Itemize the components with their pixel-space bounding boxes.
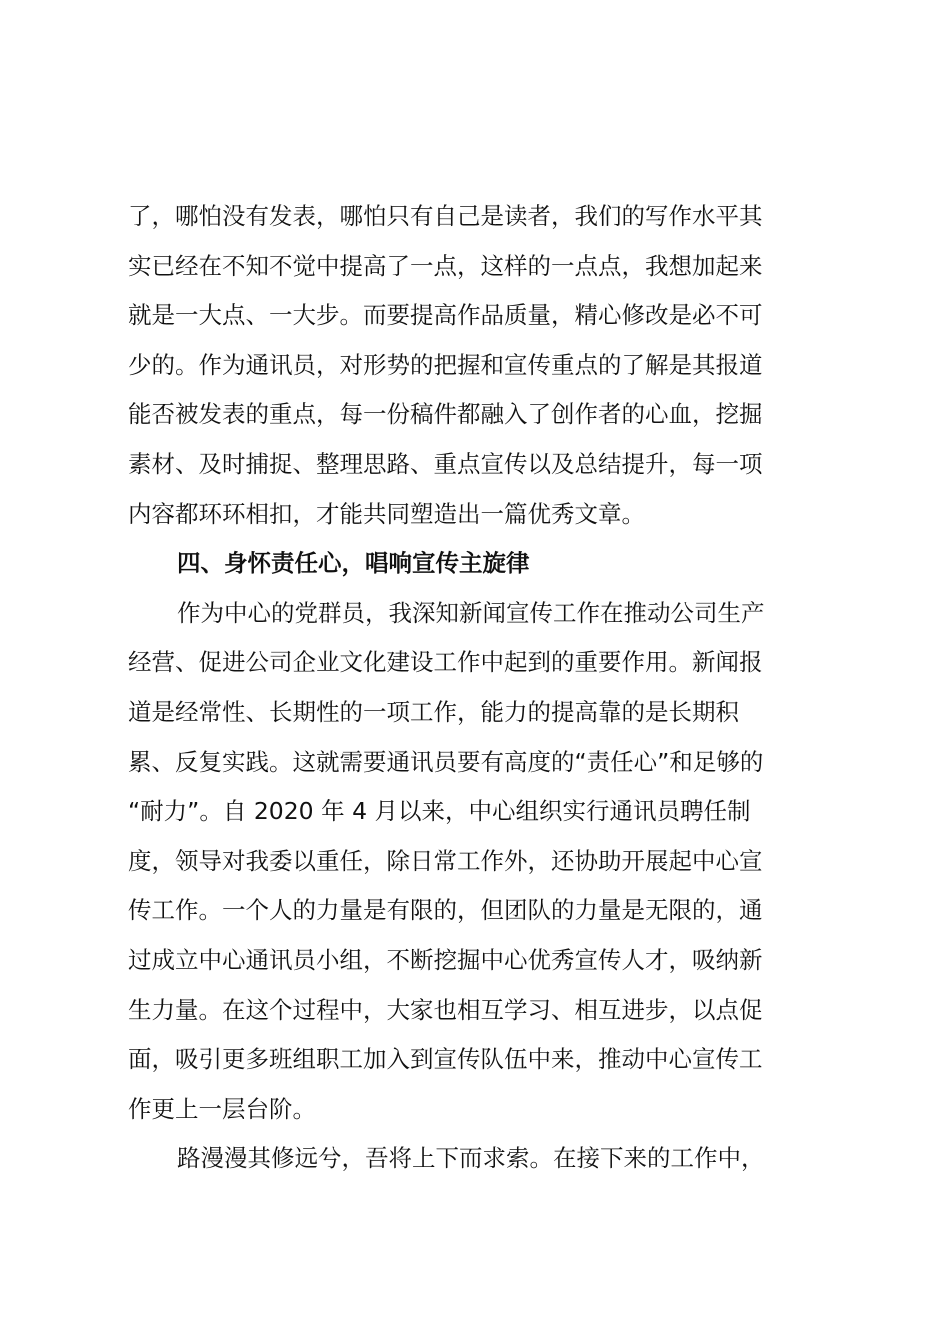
body-text-line: 了，哪怕没有发表，哪怕只有自己是读者，我们的写作水平其 <box>128 202 763 230</box>
body-text-line: 作为中心的党群员，我深知新闻宣传工作在推动公司生产 <box>177 598 765 627</box>
body-text-line: 道是经常性、长期性的一项工作，能力的提高靠的是长期积 <box>128 697 739 726</box>
body-text-line: 能否被发表的重点，每一份稿件都融入了创作者的心血，挖掘 <box>128 400 763 429</box>
body-text-line: 过成立中心通讯员小组，不断挖掘中心优秀宣传人才，吸纳新 <box>128 945 763 974</box>
body-text-line: 少的。作为通讯员，对形势的把握和宣传重点的了解是其报道 <box>128 350 763 379</box>
section-heading: 四、身怀责任心，唱响宣传主旋律 <box>177 549 530 578</box>
document-body <box>128 192 828 1184</box>
body-text-line: 素材、及时捕捉、整理思路、重点宣传以及总结提升，每一项 <box>128 449 763 478</box>
body-text-line: 作更上一层台阶。 <box>128 1094 316 1123</box>
body-text-line: 度，领导对我委以重任，除日常工作外，还协助开展起中心宣 <box>128 846 763 875</box>
body-text-line: 经营、促进公司企业文化建设工作中起到的重要作用。新闻报 <box>128 648 763 677</box>
body-text-line: “耐力”。自 2020 年 4 月以来，中心组织实行通讯员聘任制 <box>128 797 751 826</box>
body-text-line: 累、反复实践。这就需要通讯员要有高度的“责任心”和足够的 <box>128 747 764 776</box>
body-text-line: 面，吸引更多班组职工加入到宣传队伍中来，推动中心宣传工 <box>128 1045 763 1074</box>
body-text-line: 路漫漫其修远兮，吾将上下而求索。在接下来的工作中， <box>177 1144 765 1173</box>
body-text-line: 传工作。一个人的力量是有限的，但团队的力量是无限的，通 <box>128 896 763 925</box>
body-text-line: 生力量。在这个过程中，大家也相互学习、相互进步，以点促 <box>128 995 763 1024</box>
body-text-line: 内容都环环相扣，才能共同塑造出一篇优秀文章。 <box>128 499 645 528</box>
body-text-line: 就是一大点、一大步。而要提高作品质量，精心修改是必不可 <box>128 301 763 330</box>
body-text-line: 实已经在不知不觉中提高了一点，这样的一点点，我想加起来 <box>128 251 763 280</box>
